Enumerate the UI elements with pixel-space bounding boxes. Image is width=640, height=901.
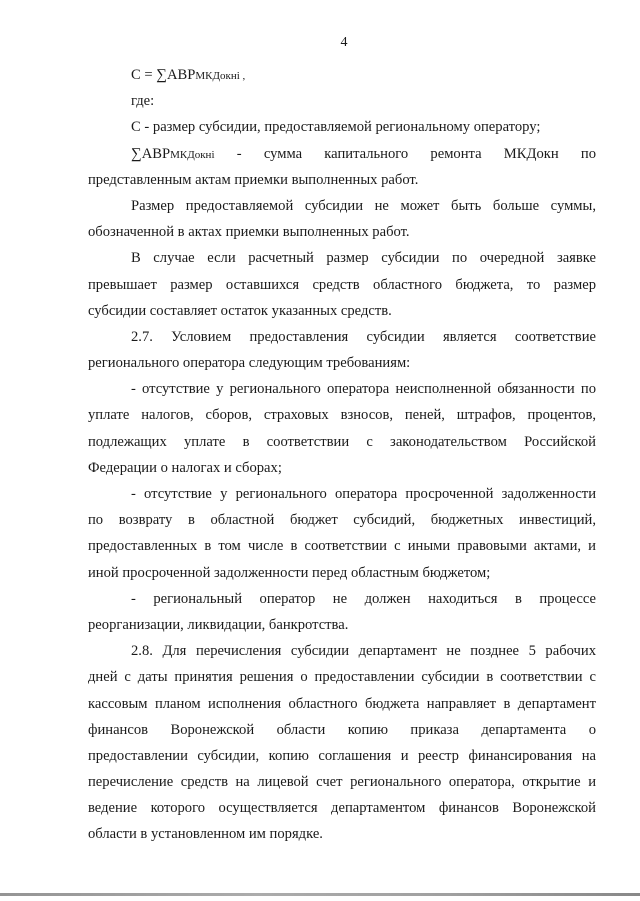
paragraph-line: субсидии составляет остаток указанных средств. [88,302,392,319]
clause-2-8-line: перечисление средств на лицевой счет регионального оператора, открытие и [88,774,596,791]
requirement-line: подлежащих уплате в соответствии с законодательством Российской [88,433,596,450]
clause-2-8-line: 2.8. Для перечисления субсидии департамент не позднее 5 рабочих [131,643,596,660]
definition-sum-rest: - сумма капитального ремонта МКДокн по [214,145,596,162]
definition-sum-index: i [211,148,215,161]
formula-subscript: МКДокн [195,70,237,82]
formula-index: i [236,70,240,82]
document-body [88,62,596,848]
clause-2-7-line: 2.7. Условием предоставления субсидии является соответствие [131,328,596,345]
paragraph-line: В случае если расчетный размер субсидии по очередной заявке [131,250,596,267]
definition-c: С - размер субсидии, предоставляемой региональному оператору; [131,119,541,136]
sigma-symbol: ∑ [131,145,142,162]
requirement-line: - отсутствие у регионального оператора неисполненной обязанности по [131,381,596,398]
paragraph-line: обозначенной в актах приемки выполненных работ. [88,224,410,241]
clause-2-8-line: ведение которого осуществляется департаментом финансов Воронежской [88,800,596,817]
clause-2-8-line: предоставлении субсидии, копию соглашения и реестр финансирования на [88,747,596,764]
paragraph-line: превышает размер оставшихся средств областного бюджета, то размер [88,276,596,293]
requirement-line: уплате налогов, сборов, страховых взносов, пеней, штрафов, процентов, [88,407,596,424]
requirement-line: Федерации о налогах и сборах; [88,459,282,476]
clause-2-7-line: регионального оператора следующим требованиям: [88,355,411,372]
requirement-line: предоставленных в том числе в соответствии с иными правовыми актами, и [88,538,596,555]
definition-sum-subscript: МКДокн [170,148,212,161]
definition-sum-line-1 [88,141,596,167]
definition-sum-term: АВР [141,145,171,162]
scan-bottom-edge [0,893,640,896]
clause-2-8-line: кассовым планом исполнения областного бюджета направляет в департамент [88,695,596,712]
requirement-line: реорганизации, ликвидации, банкротства. [88,616,349,633]
formula [88,62,596,88]
formula-tail: , [239,70,246,82]
where-label: где: [131,93,155,110]
requirement-line: - отсутствие у регионального оператора просроченной задолженности [131,486,596,502]
clause-2-8-line: дней с даты принятия решения о предоставлении субсидии в соответствии с [88,669,596,686]
requirement-line: по возврату в областной бюджет субсидий, бюджетных инвестиций, [88,512,596,529]
page-number: 4 [340,35,348,50]
definition-sum-line-2: представленным актам приемки выполненных работ. [88,171,419,188]
formula-term: АВР [166,67,196,83]
requirement-line: - региональный оператор не должен находиться в процессе [131,590,596,607]
sigma-symbol: ∑ [156,67,167,83]
formula-lhs: С = [131,67,157,83]
paragraph-line: Размер предоставляемой субсидии не может быть больше суммы, [131,197,596,214]
clause-2-8-line: финансов Воронежской области копию приказа департамента о [88,721,596,738]
requirement-line: иной просроченной задолженности перед областным бюджетом; [88,564,491,581]
clause-2-8-line: области в установленном им порядке. [88,826,323,843]
